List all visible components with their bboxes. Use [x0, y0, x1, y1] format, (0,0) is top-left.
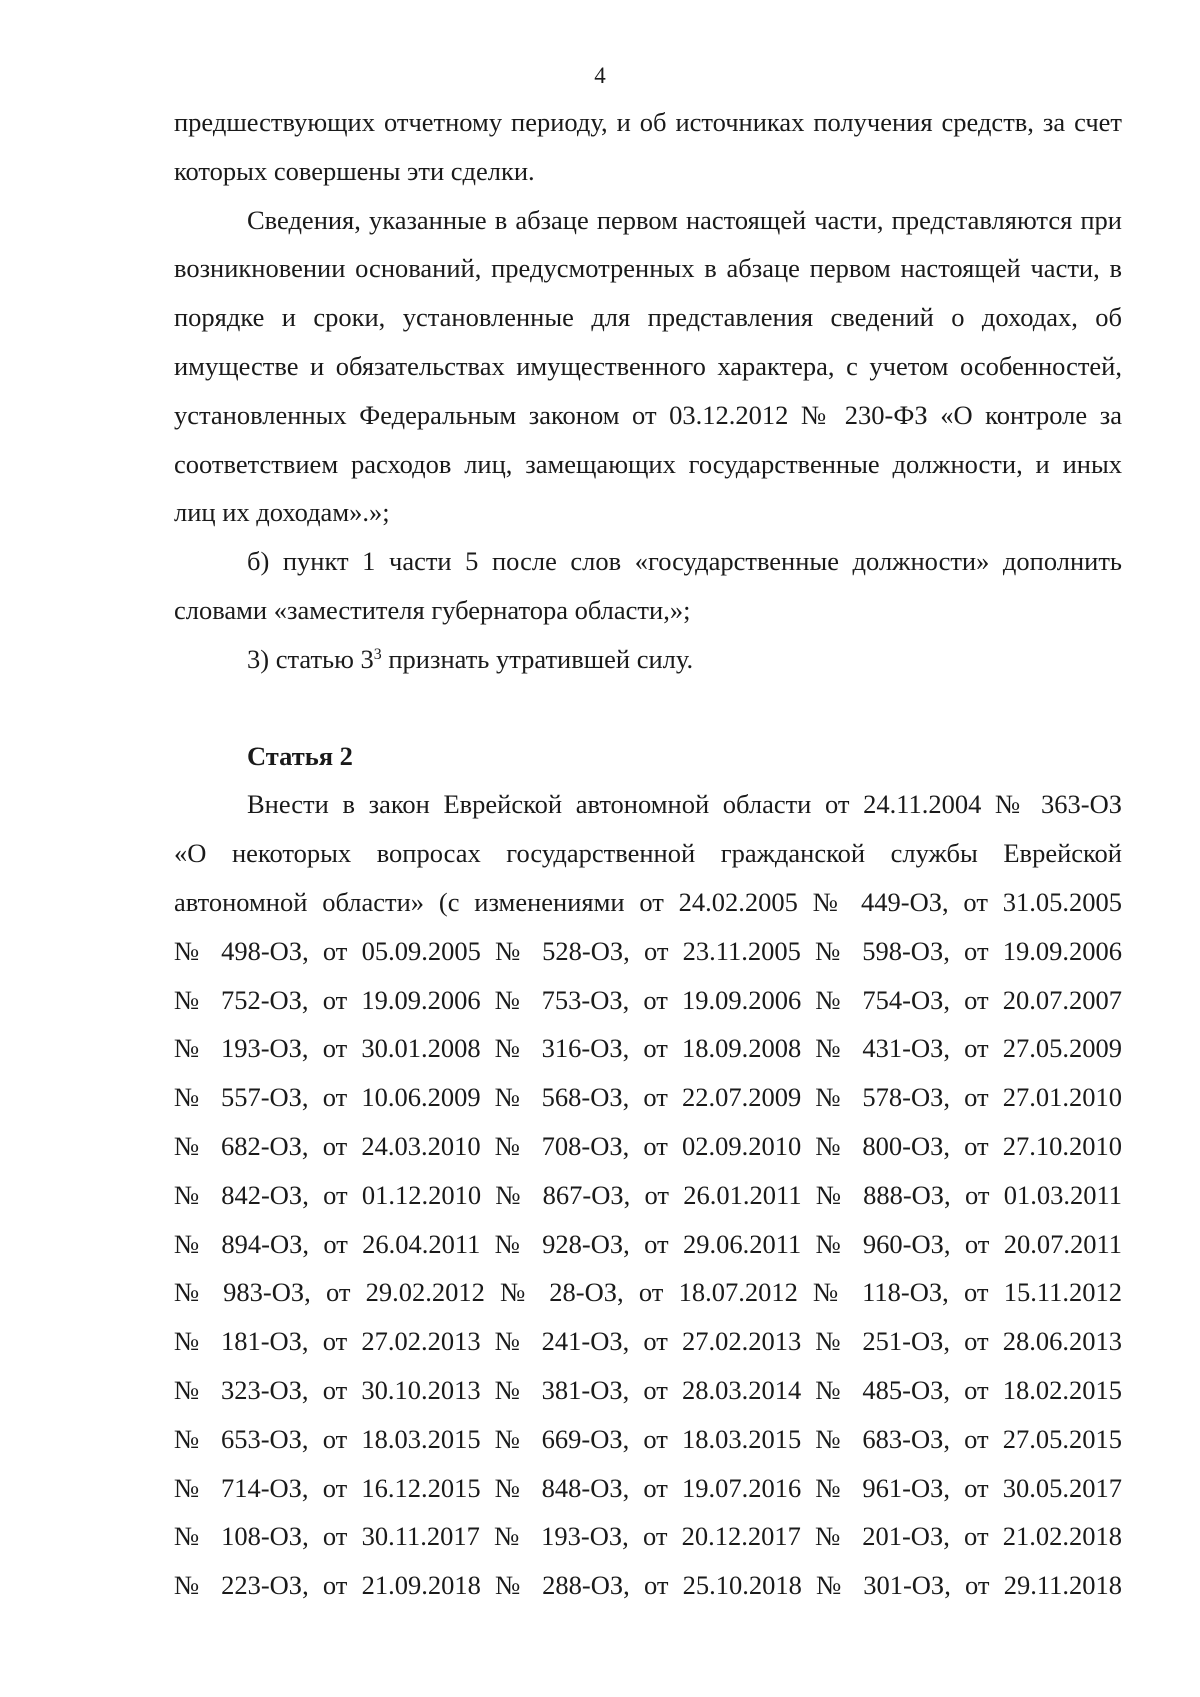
paragraph-continuation: предшествующих отчетному периоду, и об источниках получения средств, за счет которых совершены эти сделки.	[174, 107, 1122, 186]
article-text-line: № 714-ОЗ, от 16.12.2015 № 848-ОЗ, от 19.07.2016 № 961-ОЗ, от 30.05.2017	[174, 1472, 1122, 1503]
paragraph-punkt-b: б) пункт 1 части 5 после слов «государственные должности» дополнить словами «заместителя губернатора области,»;	[174, 546, 1122, 625]
paragraph-svedeniya: Сведения, указанные в абзаце первом настоящей части, представляются при возникновении оснований, предусмотренных в абзаце первом настоящей части, в порядке и сроки, установленные для представления сведений о доходах, об имуществе и обязательствах имущественного характера, с учетом особенностей, установленных Федеральным законом от 03.12.2012 № 230-ФЗ «О контроле за соответствием расходов лиц, замещающих государственные должности, и иных лиц их доходам».»;	[174, 204, 1122, 528]
article-text-line: № 842-ОЗ, от 01.12.2010 № 867-ОЗ, от 26.01.2011 № 888-ОЗ, от 01.03.2011	[174, 1179, 1122, 1210]
article-text-line: № 498-ОЗ, от 05.09.2005 № 528-ОЗ, от 23.11.2005 № 598-ОЗ, от 19.09.2006	[174, 935, 1122, 966]
article-text-line: № 653-ОЗ, от 18.03.2015 № 669-ОЗ, от 18.03.2015 № 683-ОЗ, от 27.05.2015	[174, 1423, 1122, 1454]
superscript-number: 3	[373, 646, 382, 664]
article-text-line: Внести в закон Еврейской автономной области от 24.11.2004 № 363-ОЗ	[247, 789, 1122, 820]
article-text-line: № 181-ОЗ, от 27.02.2013 № 241-ОЗ, от 27.02.2013 № 251-ОЗ, от 28.06.2013	[174, 1326, 1122, 1357]
article-text-line: № 108-ОЗ, от 30.11.2017 № 193-ОЗ, от 20.12.2017 № 201-ОЗ, от 21.02.2018	[174, 1521, 1122, 1552]
article-2-text	[174, 780, 1122, 1610]
paragraph-punkt-3	[174, 635, 1122, 684]
article-text-line: № 557-ОЗ, от 10.06.2009 № 568-ОЗ, от 22.07.2009 № 578-ОЗ, от 27.01.2010	[174, 1082, 1122, 1113]
article-text-line: № 193-ОЗ, от 30.01.2008 № 316-ОЗ, от 18.09.2008 № 431-ОЗ, от 27.05.2009	[174, 1033, 1122, 1064]
document-body	[174, 98, 1122, 1610]
article-text-line: № 983-ОЗ, от 29.02.2012 № 28-ОЗ, от 18.07.2012 № 118-ОЗ, от 15.11.2012	[174, 1277, 1122, 1308]
article-text-line: автономной области» (с изменениями от 24.02.2005 № 449-ОЗ, от 31.05.2005	[174, 886, 1122, 917]
article-text-line: «О некоторых вопросах государственной гражданской службы Еврейской	[174, 838, 1122, 869]
page-number: 4	[594, 63, 606, 88]
article-text-line: № 223-ОЗ, от 21.09.2018 № 288-ОЗ, от 25.10.2018 № 301-ОЗ, от 29.11.2018	[174, 1570, 1122, 1601]
article-text-line: № 752-ОЗ, от 19.09.2006 № 753-ОЗ, от 19.09.2006 № 754-ОЗ, от 20.07.2007	[174, 984, 1122, 1015]
article-text-line: № 682-ОЗ, от 24.03.2010 № 708-ОЗ, от 02.09.2010 № 800-ОЗ, от 27.10.2010	[174, 1130, 1122, 1161]
punkt-3-text-end: признать утратившей силу.	[381, 643, 694, 674]
article-heading: Статья 2	[247, 740, 353, 771]
punkt-3-text: 3) статью 3	[247, 643, 374, 674]
article-text-line: № 894-ОЗ, от 26.04.2011 № 928-ОЗ, от 29.06.2011 № 960-ОЗ, от 20.07.2011	[174, 1228, 1122, 1259]
article-text-line: № 323-ОЗ, от 30.10.2013 № 381-ОЗ, от 28.03.2014 № 485-ОЗ, от 18.02.2015	[174, 1374, 1122, 1405]
